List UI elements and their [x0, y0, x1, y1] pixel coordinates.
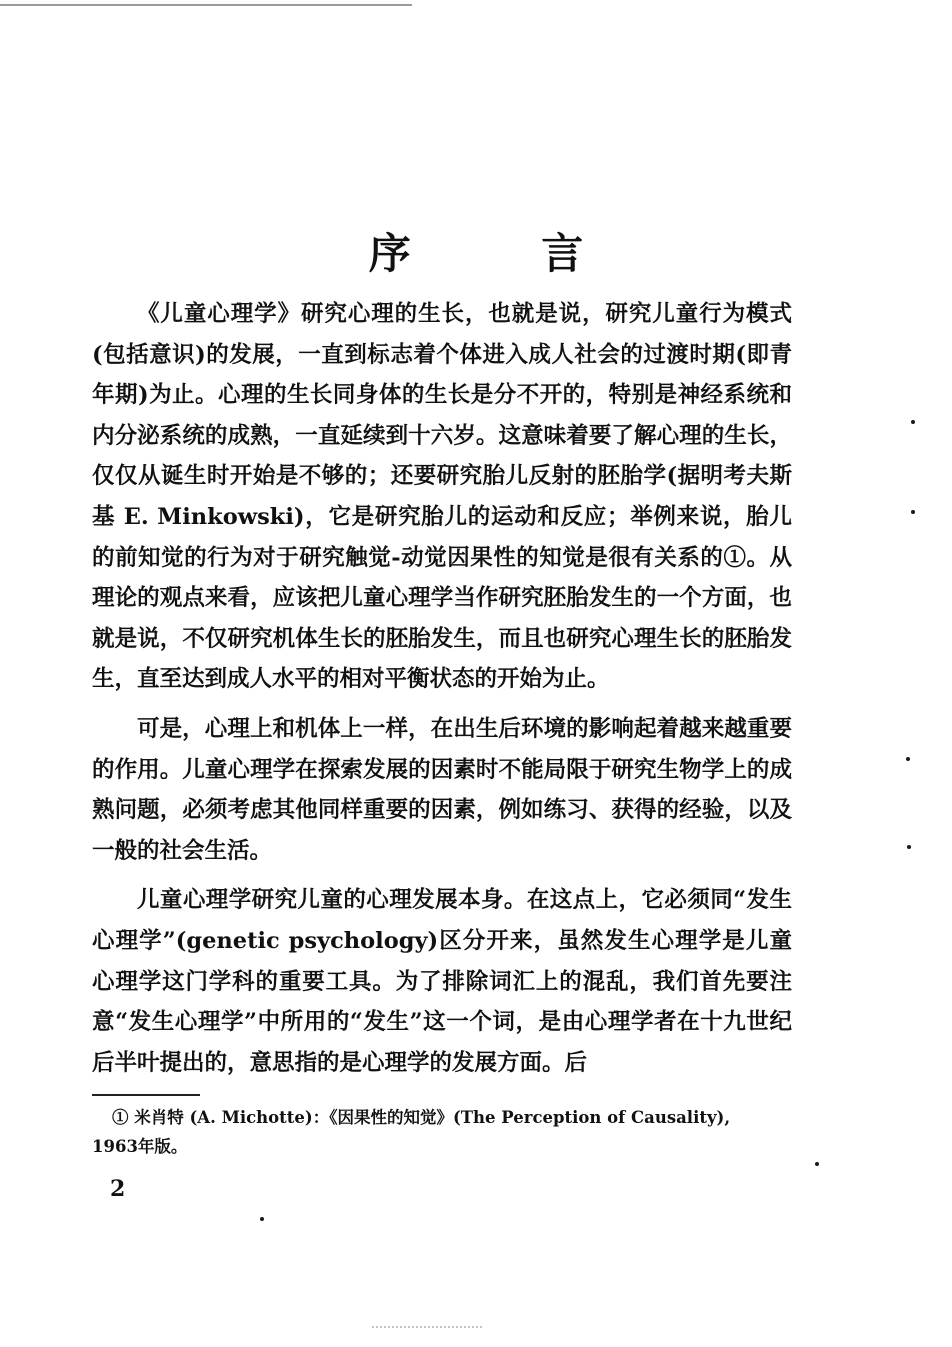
top-edge-rule — [0, 4, 412, 6]
footnote-line-1: ① 米肖特 (A. Michotte)：《因果性的知觉》(The Perception of Causality), — [112, 1108, 731, 1127]
scan-artifact — [372, 1326, 482, 1328]
page-number: 2 — [110, 1176, 126, 1202]
footnote-separator — [92, 1094, 200, 1096]
scan-speck — [260, 1217, 264, 1221]
paragraph-3: 儿童心理学研究儿童的心理发展本身。在这点上，它必须同“发生心理学”(genetic psychology)区分开来，虽然发生心理学是儿童心理学这门学科的重要工具。为了排除词汇上的混乱，我们首先要注意“发生心理学”中所用的“发生”这一个词，是由心理学者在十九世纪后半叶提出的，意思指的是心理学的发展方面。后 — [92, 887, 792, 1076]
body-text — [92, 294, 792, 1092]
scan-speck — [907, 845, 911, 849]
scan-speck — [815, 1162, 819, 1166]
paragraph-1: 《儿童心理学》研究心理的生长，也就是说，研究儿童行为模式(包括意识)的发展，一直到标志着个体进入成人社会的过渡时期(即青年期)为止。心理的生长同身体的生长是分不开的，特别是神经系统和内分泌系统的成熟，一直延续到十六岁。这意味着要了解心理的生长，仅仅从诞生时开始是不够的；还要研究胎儿反射的胚胎学(据明考夫斯基 E. Minkowski)，它是研究胎儿的运动和反应；举例来说，胎儿的前知觉的行为对于研究触觉-动觉因果性的知觉是很有关系的①。从理论的观点来看，应该把儿童心理学当作研究胚胎发生的一个方面，也就是说，不仅研究机体生长的胚胎发生，而且也研究心理生长的胚胎发生，直至达到成人水平的相对平衡状态的开始为止。 — [92, 301, 792, 693]
footnote — [92, 1103, 797, 1161]
paragraph-2: 可是，心理上和机体上一样，在出生后环境的影响起着越来越重要的作用。儿童心理学在探索发展的因素时不能局限于研究生物学上的成熟问题，必须考虑其他同样重要的因素，例如练习、获得的经验，以及一般的社会生活。 — [92, 715, 792, 864]
footnote-line-2: 1963年版。 — [92, 1137, 188, 1156]
scan-speck — [911, 510, 915, 514]
page-title: 序 言 — [368, 229, 642, 279]
scan-speck — [911, 420, 915, 424]
scan-speck — [906, 757, 910, 761]
